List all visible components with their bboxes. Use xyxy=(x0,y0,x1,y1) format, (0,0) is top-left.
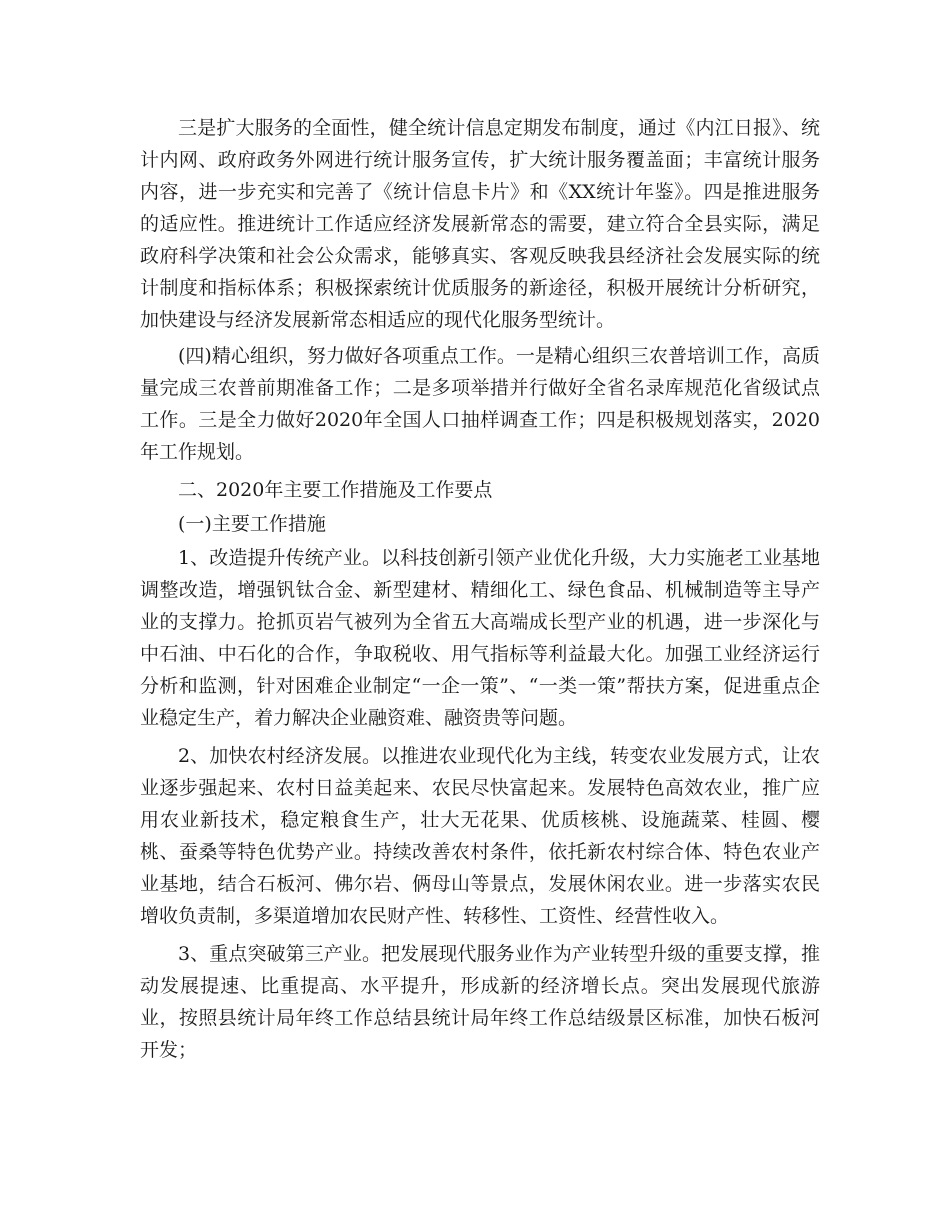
paragraph-rural-economy: 2、加快农村经济发展。以推进农业现代化为主线，转变农业发展方式，让农业逐步强起来、农村日益美起来、农民尽快富起来。发展特色高效农业，推广应用农业新技术，稳定粮食生产，壮大无花果、优质核桃、设施蔬菜、桂圆、樱桃、蚕桑等特色优势产业。持续改善农村条件，依托新农村综合体、特色农业产业基地，结合石板河、佛尔岩、俩母山等景点，发展休闲农业。进一步落实农民增收负责制，多渠道增加农民财产性、转移性、工资性、经营性收入。 xyxy=(140,745,820,927)
paragraph-key-work: (四)精心组织，努力做好各项重点工作。一是精心组织三农普培训工作，高质量完成三农普前期准备工作；二是多项举措并行做好全省名录库规范化省级试点工作。三是全力做好2020年全国人口抽样调查工作；四是积极规划落实，2020年工作规划。 xyxy=(140,345,820,463)
paragraph-traditional-industry: 1、改造提升传统产业。以科技创新引领产业优化升级，大力实施老工业基地调整改造，增强钒钛合金、新型建材、精细化工、绿色食品、机械制造等主导产业的支撑力。抢抓页岩气被列为全省五大高端成长型产业的机遇，进一步深化与中石油、中石化的合作，争取税收、用气指标等利益最大化。加强工业经济运行分析和监测，针对困难企业制定“一企一策”、“一类一策”帮扶方案，促进重点企业稳定生产，着力解决企业融资难、融资贵等问题。 xyxy=(140,547,820,729)
paragraph-tertiary-industry: 3、重点突破第三产业。把发展现代服务业作为产业转型升级的重要支撑，推动发展提速、比重提高、水平提升，形成新的经济增长点。突出发展现代旅游业，按照县统计局年终工作总结县统计局年终工作总结级景区标准，加快石板河开发； xyxy=(140,943,820,1061)
subsection-heading: (一)主要工作措施 xyxy=(178,513,326,535)
document-body xyxy=(140,112,820,1066)
paragraph-service-scope: 三是扩大服务的全面性，健全统计信息定期发布制度，通过《内江日报》、统计内网、政府政务外网进行统计服务宣传，扩大统计服务覆盖面；丰富统计服务内容，进一步充实和完善了《统计信息卡片》和《XX统计年鉴》。四是推进服务的适应性。推进统计工作适应经济发展新常态的需要，建立符合全县实际，满足政府科学决策和社会公众需求，能够真实、客观反映我县经济社会发展实际的统计制度和指标体系；积极探索统计优质服务的新途径，积极开展统计分析研究，加快建设与经济发展新常态相适应的现代化服务型统计。 xyxy=(140,117,820,331)
section-heading: 二、2020年主要工作措施及工作要点 xyxy=(178,479,493,501)
